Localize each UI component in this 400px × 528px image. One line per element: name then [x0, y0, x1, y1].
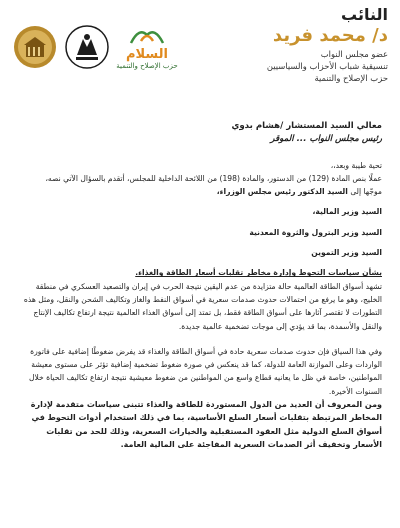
party-logo-icon: [116, 24, 178, 70]
mp-title-line: عضو مجلس النواب: [320, 49, 388, 59]
letter-body: [18, 120, 382, 452]
mp-role: النائب: [341, 5, 388, 24]
greeting: تحية طيبة وبعد،،: [330, 160, 382, 170]
salutation: معالي السيد المستشار /هشام بدوي: [231, 121, 382, 131]
addressed-minister-petroleum: السيد وزير البترول والثروة المعدنية: [249, 227, 382, 237]
addressed-minister-finance: السيد وزير المالية،: [312, 207, 382, 217]
letterhead: [12, 6, 388, 102]
addressed-prefix: موجّها إلى: [350, 187, 382, 197]
paragraph-3: ومن المعروف أن العديد من الدول المستوردة للطاقة والغذاء تتبنى سياسات متقدمة لإدارة المخاطر المرتبطة بتقلبات أسعار السلع الأساسية، بما في ذلك استخدام أدوات التحوط في أسواق السلع الدولية مثل العقود المستقبلية والخيارات السعرية، وذلك للحد من تقلبات الأسعار وتخفيف أثر الصدمات السعرية المفاجئة على المالية العامة.: [30, 400, 382, 450]
mp-info: [208, 6, 388, 84]
paragraph-2: وفي هذا السياق فإن حدوث صدمات سعرية حادة في أسواق الطاقة والغذاء قد يفرض ضغوطًا إضافية على فاتورة الواردات وعلى الموازنة العامة للدولة، كما قد ينعكس في صورة ضغوط تضخمية إضافية تؤثر على مستوى معيشة المواطنين، خاصة في ظل ما يعانيه قطاع واسع من المواطنين من ضغوط معيشية نتيجة ارتفاع تكاليف الحياة خلال السنوات الأخيرة.: [28, 346, 382, 396]
salutation-title: رئيس مجلس النواب ... الموقر: [270, 134, 382, 145]
addressed-pm: السيد الدكتور رئيس مجلس الوزراء،: [216, 187, 348, 197]
mp-title-line: حزب الإصلاح والتنمية: [314, 73, 388, 83]
mp-title-line: تنسيقية شباب الأحزاب والسياسيين: [266, 61, 388, 71]
intro-paragraph: عملًا بنص المادة (129) من الدستور، والمادة (198) من اللائحة الداخلية للمجلس، أتقدم بالسؤال الآتي نصه،: [45, 173, 382, 183]
logos-row: [12, 24, 178, 70]
party-logo-label: حزب الإصلاح والتنمية: [116, 61, 178, 70]
parliament-logo-icon: [12, 24, 58, 70]
paragraph-1: تشهد أسواق الطاقة العالمية حالة متزايدة من عدم اليقين نتيجة الحرب في إيران والتصعيد العسكري في منطقة الخليج، وهو ما يرفع من احتمالات حدوث صدمات سعرية في أسواق النفط والغاز وتكاليف الشحن والنقل، ومثل هذه التطورات لا تقتصر آثارها على أسواق الطاقة فقط، بل تمتد إلى أسواق الغذاء العالمية نتيجة ارتفاع تكاليف الإنتاج والنقل والأسمدة، بما قد يؤدي إلى موجات تضخمية عالمية جديدة.: [23, 281, 382, 331]
youth-coordination-logo-icon: [64, 24, 110, 70]
mp-name: د/ محمد فريد: [272, 25, 388, 46]
addressed-line: [18, 185, 382, 198]
addressed-minister-supply: السيد وزير التموين: [311, 248, 382, 258]
subject-line: بشأن سياسات التحوط وإدارة مخاطر تقلبات أسعار الطاقة والغذاء.: [135, 268, 382, 278]
party-logo-name: السلام: [126, 46, 168, 62]
